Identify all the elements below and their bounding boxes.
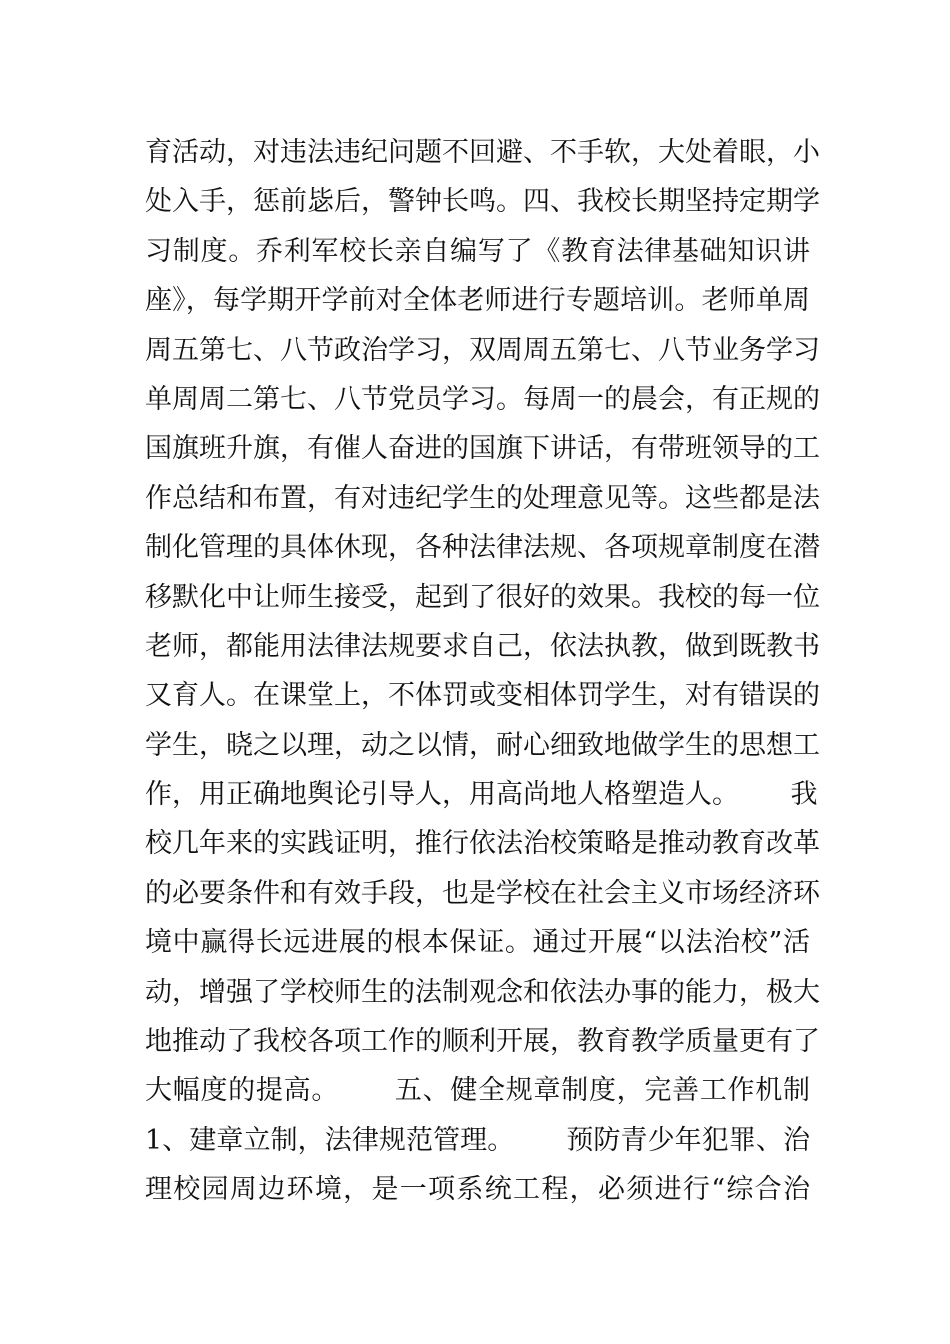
text-line: 理校园周边环境，是一项系统工程，必须进行“综合治 [145,1174,810,1206]
text-line: 的必要条件和有效手段，也是学校在社会主义市场经济环 [145,877,820,909]
text-line: 动，增强了学校师生的法制观念和依法办事的能力，极大 [145,976,820,1008]
text-line: 作总结和布置，有对违纪学生的处理意见等。这些都是法 [145,482,820,514]
text-line: 1、建章立制，法律规范管理。 预防青少年犯罪、治 [145,1124,810,1156]
text-line: 周五第七、八节政治学习，双周周五第七、八节业务学习 [145,334,820,366]
body-text [145,128,820,1215]
text-line: 制化管理的具体休现，各种法律法规、各项规章制度在潜 [145,532,820,564]
text-line: 校几年来的实践证明，推行依法治校策略是推动教育改革 [145,828,820,860]
text-line: 境中赢得长远进展的根本保证。通过开展“以法治校”活 [145,927,810,959]
text-line: 处入手，惩前毖后，警钟长鸣。四、我校长期坚持定期学 [145,186,820,218]
text-line: 又育人。在课堂上，不体罚或变相体罚学生，对有错误的 [145,680,820,712]
text-line: 国旗班升旗，有催人奋进的国旗下讲话，有带班领导的工 [145,433,820,465]
text-line: 单周周二第七、八节党员学习。每周一的晨会，有正规的 [145,383,820,415]
text-line: 习制度。乔利军校长亲自编写了《教育法律基础知识讲 [145,235,810,267]
text-line: 移默化中让师生接受，起到了很好的效果。我校的每一位 [145,581,820,613]
text-line: 作，用正确地舆论引导人，用高尚地人格塑造人。 我 [145,779,818,811]
text-line: 座》，每学期开学前对全体老师进行专题培训。老师单周 [145,285,810,317]
text-line: 育活动，对违法违纪问题不回避、不手软，大处着眼，小 [145,137,820,168]
text-line: 老师，都能用法律法规要求自己，依法执教，做到既教书 [145,630,820,662]
text-line: 地推动了我校各项工作的顺利开展，教育教学质量更有了 [145,1026,820,1058]
text-line: 大幅度的提高。 五、健全规章制度，完善工作机制 [145,1075,810,1107]
text-line: 学生，晓之以理，动之以情，耐心细致地做学生的思想工 [145,729,820,761]
